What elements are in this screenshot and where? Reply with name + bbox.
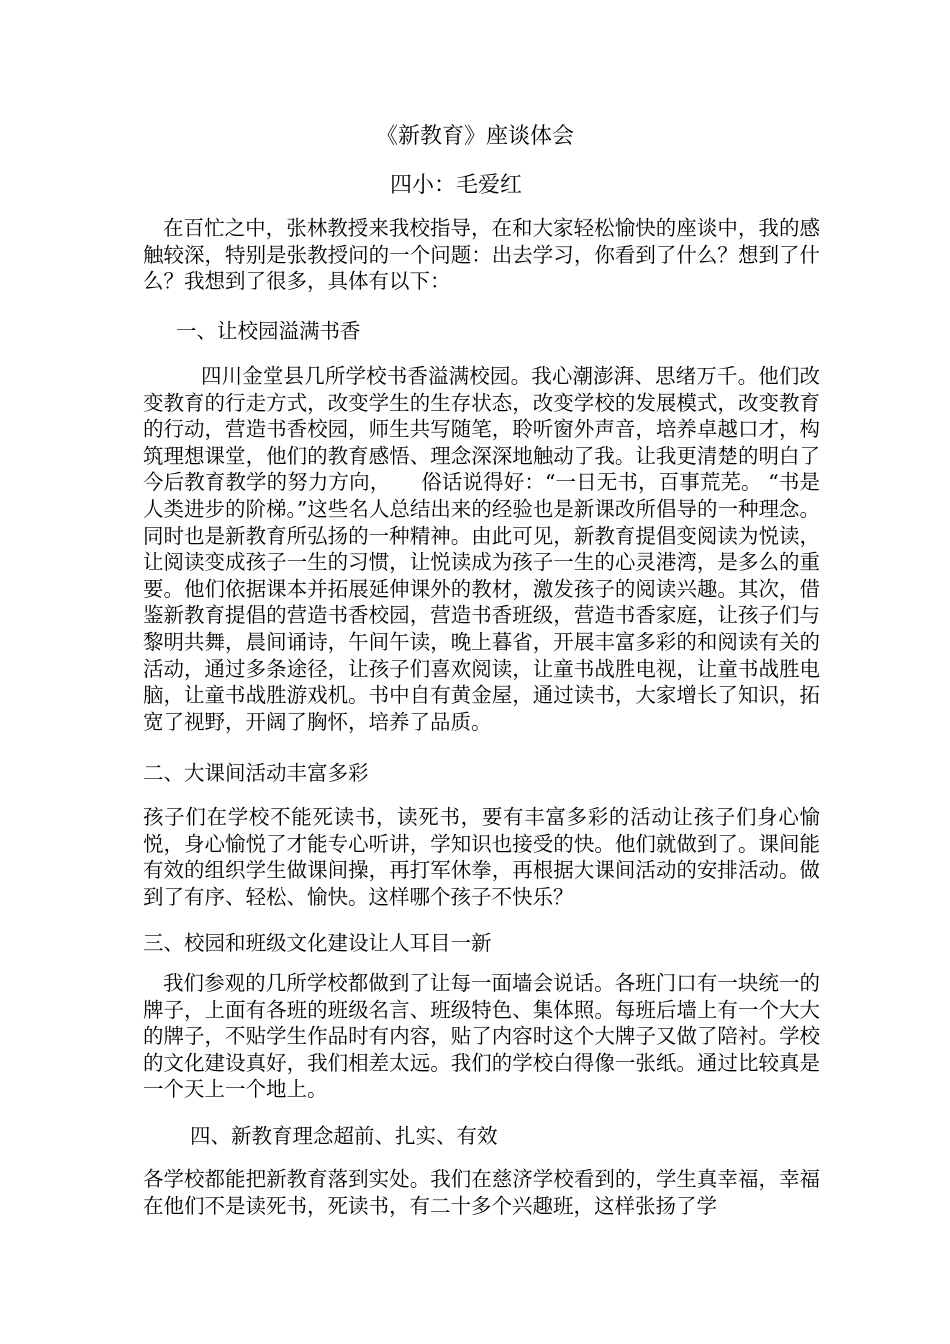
document-title: 《新教育》座谈体会 <box>375 124 574 149</box>
intro-paragraph: 在百忙之中，张林教授来我校指导，在和大家轻松愉快的座谈中，我的感触较深，特别是张教授问的一个问题：出去学习，你看到了什么？想到了什么？我想到了很多，具体有以下： <box>143 216 820 294</box>
section-1-heading: 一、让校园溢满书香 <box>176 319 361 343</box>
document-author: 四小：毛爱红 <box>390 173 523 198</box>
section-4-body: 各学校都能把新教育落到实处。我们在慈济学校看到的，学生真幸福，幸福在他们不是读死书，死读书，有二十多个兴趣班，这样张扬了学 <box>143 1167 820 1218</box>
section-3-body: 我们参观的几所学校都做到了让每一面墙会说话。各班门口有一块统一的牌子，上面有各班的班级名言、班级特色、集体照。每班后墙上有一个大大的牌子，不贴学生作品时有内容，贴了内容时这个大牌子又做了陪衬。学校的文化建设真好，我们相差太远。我们的学校白得像一张纸。通过比较真是一个天上一个地上。 <box>143 971 820 1102</box>
section-2-heading: 二、大课间活动丰富多彩 <box>143 761 369 785</box>
section-3-heading: 三、校园和班级文化建设让人耳目一新 <box>143 931 492 955</box>
section-4-heading: 四、新教育理念超前、扎实、有效 <box>190 1124 498 1148</box>
section-1-body: 四川金堂县几所学校书香溢满校园。我心潮澎湃、思绪万千。他们改变教育的行走方式，改变学生的生存状态，改变学校的发展模式，改变教育的行动，营造书香校园，师生共写随笔，聆听窗外声音，培养卓越口才，构筑理想课堂，他们的教育感悟、理念深深地触动了我。让我更清楚的明白了今后教育教学的努力方向， 俗话说得好：“一日无书，百事荒芜。 “书是人类进步的阶梯。”这些名人总结出来的经验也是新课改所倡导的一种理念。同时也是新教育所弘扬的一种精神。由此可见，新教育提倡变阅读为悦读，让阅读变成孩子一生的习惯，让悦读成为孩子一生的心灵港湾，是多么的重要。他们依据课本并拓展延伸课外的教材，激发孩子的阅读兴趣。其次，借鉴新教育提倡的营造书香校园，营造书香班级，营造书香家庭，让孩子们与黎明共舞，晨间诵诗，午间午读，晚上暮省，开展丰富多彩的和阅读有关的活动，通过多条途径，让孩子们喜欢阅读，让童书战胜电视，让童书战胜电脑，让童书战胜游戏机。书中自有黄金屋，通过读书，大家增长了知识，拓宽了视野，开阔了胸怀，培养了品质。 <box>143 364 820 734</box>
section-2-body: 孩子们在学校不能死读书，读死书，要有丰富多彩的活动让孩子们身心愉悦，身心愉悦了才能专心听讲，学知识也接受的快。他们就做到了。课间能有效的组织学生做课间操，再打军休拳，再根据大课间活动的安排活动。做到了有序、轻松、愉快。这样哪个孩子不快乐？ <box>143 805 820 909</box>
